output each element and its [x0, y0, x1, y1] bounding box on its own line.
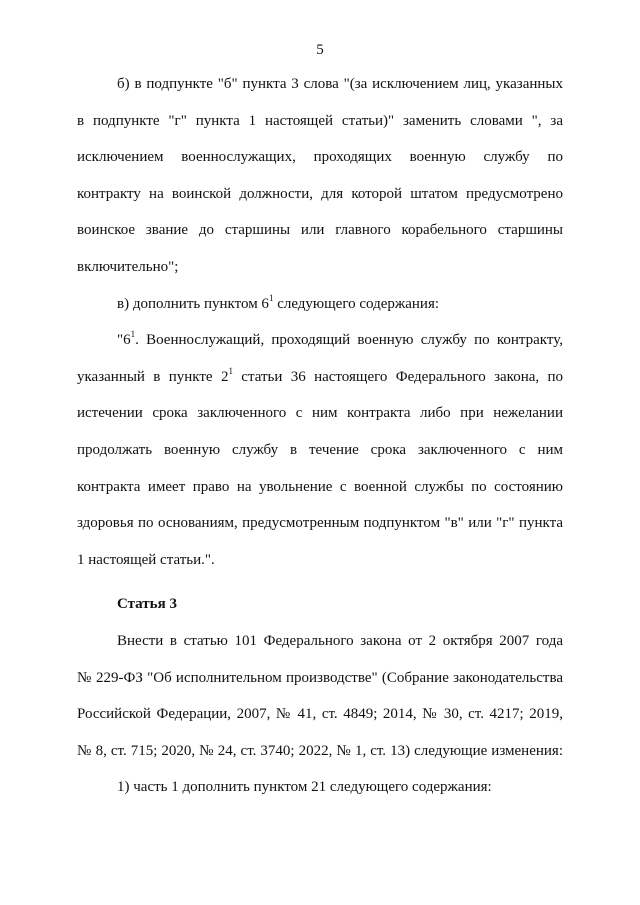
text-line: Российской Федерации, 2007, № 41, ст. 4849; 2014, № 30, ст. 4217; 2019, [77, 706, 563, 723]
paragraph-item-b [77, 66, 563, 286]
superscript: 1 [228, 365, 233, 376]
page-number: 5 [316, 42, 324, 58]
text-line: контракта имеет право на увольнение с военной службы по состоянию [77, 478, 563, 495]
superscript: 1 [130, 329, 136, 340]
paragraph-article3-item1 [77, 769, 563, 806]
text-fragment: . Военнослужащий, проходящий военную службу по контракту, [135, 332, 563, 349]
text-line: истечении срока заключенного с ним контракта либо при нежелании [77, 405, 563, 422]
text-line: продолжать военную службу в течение срока заключенного с ним [77, 441, 563, 458]
text-fragment: в) дополнить пунктом 6 [117, 295, 269, 312]
text-line: 1) часть 1 дополнить пунктом 21 следующего содержания: [117, 779, 492, 796]
paragraph-quote [77, 322, 563, 578]
text-line [77, 359, 563, 396]
text-line [77, 322, 563, 359]
document-body [77, 66, 563, 806]
text-line: Внести в статью 101 Федерального закона от 2 октября 2007 года [117, 632, 563, 649]
text-line: 1 настоящей статьи.". [77, 551, 215, 568]
text-fragment: следующего содержания: [273, 295, 440, 312]
text-line: № 229-ФЗ "Об исполнительном производстве" (Собрание законодательства [77, 669, 563, 686]
superscript: 1 [268, 292, 274, 303]
text-line: исключением военнослужащих, проходящих военную службу по [77, 149, 563, 166]
paragraph-item-v [77, 286, 563, 323]
text-line: контракту на воинской должности, для которой штатом предусмотрено [77, 185, 563, 202]
text-fragment: статьи 36 настоящего Федерального закона, по [232, 368, 564, 385]
text-line: включительно"; [77, 258, 179, 275]
text-line [77, 286, 563, 323]
article-heading: Статья 3 [117, 596, 177, 613]
text-line: б) в подпункте "б" пункта 3 слова "(за исключением лиц, указанных [117, 76, 563, 92]
text-line: № 8, ст. 715; 2020, № 24, ст. 3740; 2022, № 1, ст. 13) следующие изменения: [77, 742, 563, 759]
text-fragment: "6 [117, 332, 131, 349]
text-line: в подпункте "г" пункта 1 настоящей статьи)" заменить словами ", за [77, 112, 563, 129]
text-line: воинское звание до старшины или главного корабельного старшины [77, 222, 563, 239]
text-line: здоровья по основаниям, предусмотренным подпунктом "в" или "г" пункта [77, 515, 563, 532]
paragraph-article3-intro [77, 623, 563, 769]
text-fragment: указанный в пункте 2 [77, 368, 229, 385]
